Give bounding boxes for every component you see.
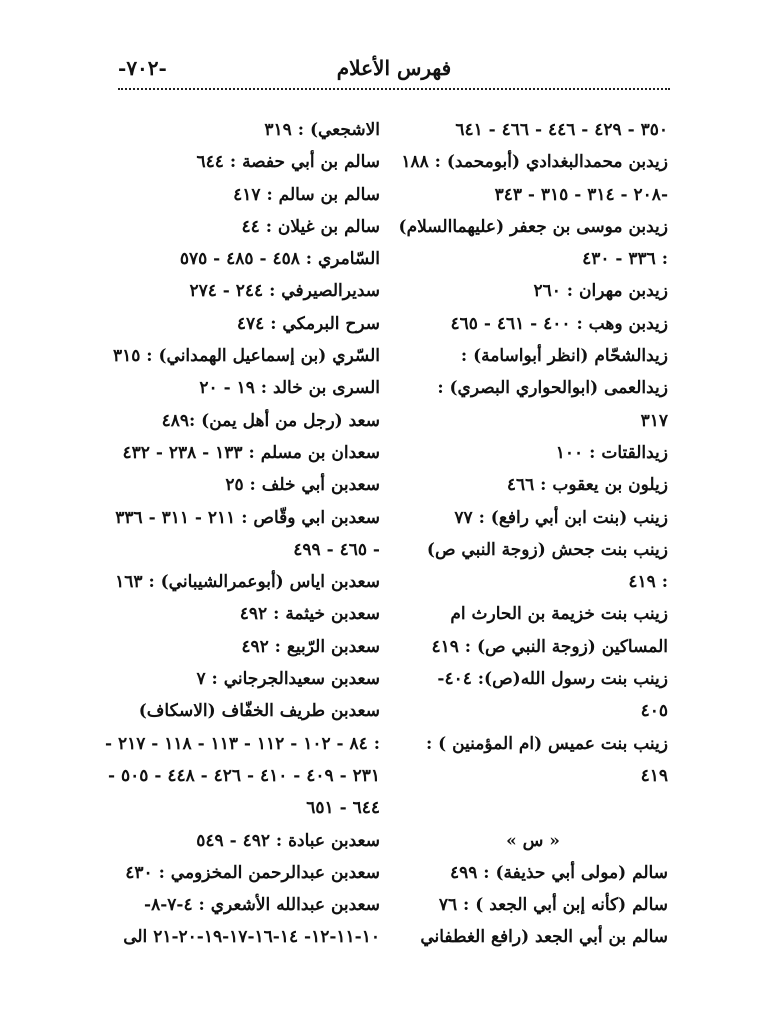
index-entry-line: سالم بن أبي الجعد (رافع الغطفاني [420,927,668,948]
index-entry-line: ٤١٩ [640,765,668,786]
index-entry-line: ١٠-١١-١٢- ١٤-١٦-١٧-١٩-٢٠-٢١ الى [123,927,380,948]
index-entry-line: سديرالصيرفي : ٢٤٤ - ٢٧٤ [189,281,380,302]
index-entry-line: سعدبن عبدالله الأشعري : ٤-٧-٨- [144,895,380,916]
section-letter-heading: « س » [506,830,560,851]
index-entry-line: زيدالعمى (ابوالحواري البصري) : [437,378,668,399]
left-column [104,114,380,954]
index-entry-line: ٢٣١ - ٤٠٩ - ٤١٠ - ٤٢٦ - ٤٤٨ - ٥٠٥ - [108,765,380,786]
index-entry-line: السّامري : ٤٥٨ - ٤٨٥ - ٥٧٥ [179,249,380,270]
index-entry-line: ٣٥٠ - ٤٢٩ - ٤٤٦ - ٤٦٦ - ٦٤١ [455,120,668,140]
index-entry-line: زيدبن محمدالبغدادي (أبومحمد) : ١٨٨ [401,152,668,173]
index-entry-line: سعدبن سعيدالجرجاني : ٧ [196,669,380,690]
index-entry-line: : ٣٣٦ - ٤٣٠ [582,249,668,270]
index-entry-line: سالم بن غيلان : ٤٤ [241,216,380,237]
index-entry-line: زينب بنت خزيمة بن الحارث ام [450,604,668,625]
header-dotted-rule [118,88,670,90]
index-entry-line: سعدان بن مسلم : ١٣٣ - ٢٣٨ - ٤٣٢ [122,442,380,463]
index-entry-line: سعد (رجل من أهل يمن) :٤٨٩ [161,410,380,431]
right-column [398,114,668,954]
index-entry-line: سرح البرمكي : ٤٧٤ [236,313,380,334]
index-entry-line: سعدبن طريف الخفّاف (الاسكاف) [138,701,380,722]
index-entry-line: المساكين (زوجة النبي ص) : ٤١٩ [431,636,668,657]
index-entry-line: زيدالقتات : ١٠٠ [555,442,668,463]
index-entry-line: سعدبن الرّبيع : ٤٩٢ [241,636,380,657]
index-entry-line: - ٤٦٥ - ٤٩٩ [293,539,380,560]
index-entry-line: زينب بنت جحش (زوجة النبي ص) [426,539,668,560]
index-entry-line: زينب بنت رسول الله(ص): ٤٠٤- [437,669,668,690]
index-entry-line: الاشجعي) : ٣١٩ [264,120,380,140]
index-entry-line: ٤٠٥ [640,701,668,722]
index-entry-line: ٣١٧ [640,410,668,431]
index-entry-line: سالم (كأنه إبن أبي الجعد ) : ٧٦ [438,895,668,916]
index-entry-line: سعدبن ابي وقّاص : ٢١١ - ٣١١ - ٣٣٦ [115,507,380,528]
index-entry-line: سالم بن أبي حفصة : ٦٤٤ [196,152,380,173]
index-entry-line: : ٨٤ - ١٠٢ - ١١٢ - ١١٣ - ١١٨ - ٢١٧ - [104,733,380,754]
index-entry-line: ٦٤٤ - ٦٥١ [306,798,380,819]
index-entry-line: زيدبن موسى بن جعفر (عليهماالسلام) [398,216,668,237]
index-entry-line: زينب (بنت ابن أبي رافع) : ٧٧ [454,507,668,528]
index-entry-line: سالم (مولى أبي حذيفة) : ٤٩٩ [449,862,668,883]
index-entry-line: السّري (بن إسماعيل الهمداني) : ٣١٥ [112,346,380,367]
index-entry-line: سعدبن خيثمة : ٤٩٢ [239,604,380,625]
index-entry-line: -٢٠٨ - ٣١٤ - ٣١٥ - ٣٤٣ [494,184,668,205]
index-entry-line: زيلون بن يعقوب : ٤٦٦ [506,475,668,496]
index-entry-line: السرى بن خالد : ١٩ - ٢٠ [199,378,380,399]
index-entry-line: زيدبن وهب : ٤٠٠ - ٤٦١ - ٤٦٥ [450,313,668,334]
index-entry-line: زيدالشحّام (انظر أبواسامة) : [460,346,668,367]
index-entry-line: سالم بن سالم : ٤١٧ [233,184,380,205]
page-header [118,56,670,86]
index-entry-line [398,792,668,824]
index-entry-line: سعدبن عبدالرحمن المخزومي : ٤٣٠ [125,862,380,883]
running-title: فهرس الأعلام [336,56,452,80]
index-entry-line: سعدبن عبادة : ٤٩٢ - ٥٤٩ [196,830,380,851]
index-entry-line: زينب بنت عميس (ام المؤمنين ) : [425,733,668,754]
page-number: -٧٠٢- [118,56,167,80]
index-entry-line: : ٤١٩ [628,572,668,593]
index-entry-line: سعدبن اياس (أبوعمرالشيباني) : ١٦٣ [115,572,380,593]
index-entry-line: زيدبن مهران : ٢٦٠ [533,281,668,302]
index-entry-line: سعدبن أبي خلف : ٢٥ [225,475,380,496]
